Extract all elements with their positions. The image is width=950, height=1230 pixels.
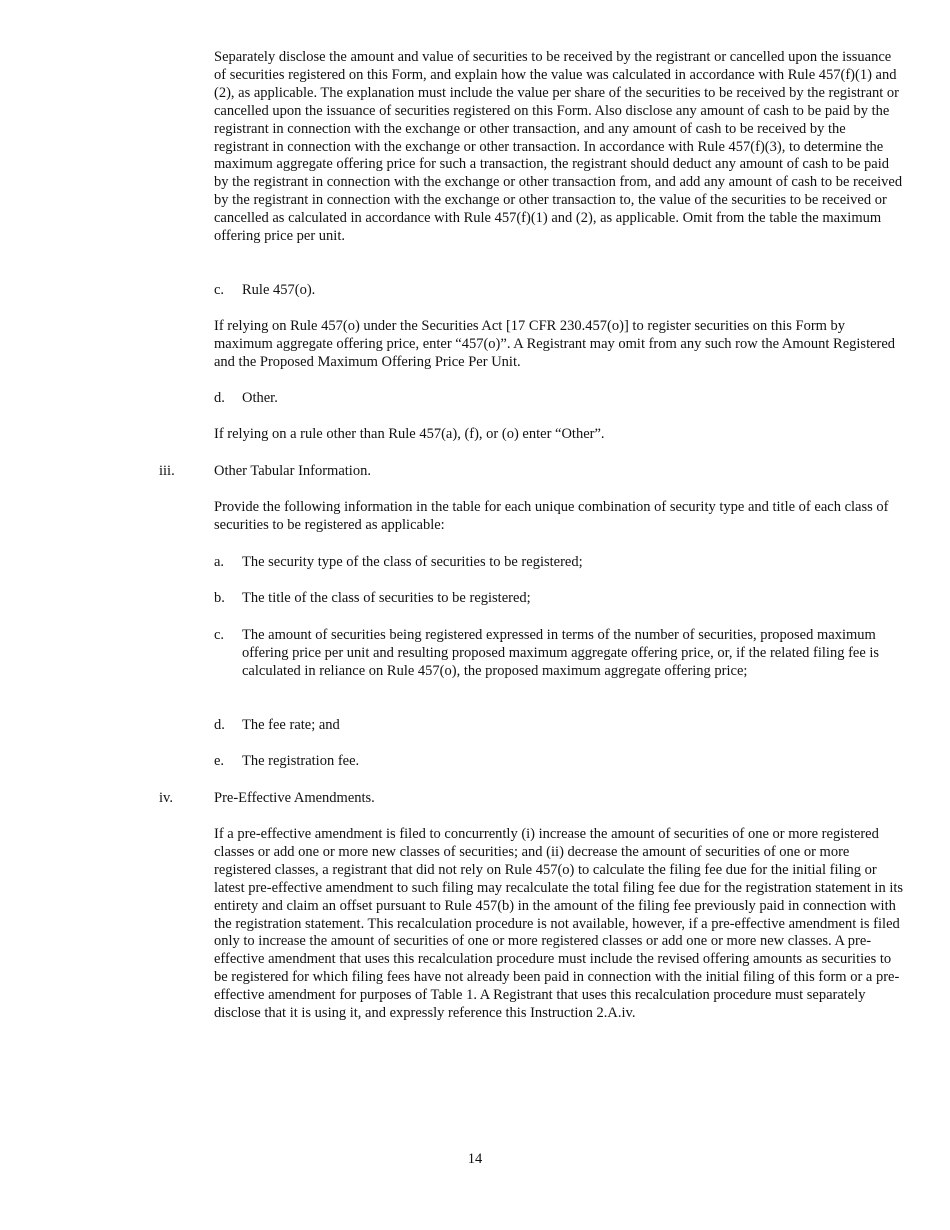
section-iii-intro: Provide the following information in the table for each unique combination of security type and title of each class of securities to be registered as applicable: [214, 499, 889, 533]
section-iv-heading: Pre-Effective Amendments. [214, 790, 375, 806]
other-rule-item [214, 390, 904, 408]
other-rule-title: Other. [242, 390, 278, 406]
rule-457o-item [214, 282, 904, 300]
section-iv-numeral: iv. [159, 790, 173, 806]
list-item [214, 753, 904, 771]
list-item-label: c. [214, 627, 225, 643]
list-item [214, 627, 904, 681]
other-rule-body: If relying on a rule other than Rule 457(a), (f), or (o) enter “Other”. [214, 426, 605, 442]
section-iv-body: If a pre-effective amendment is filed to concurrently (i) increase the amount of securities of one or more registered classes or add one or more new classes of securities; and (ii) decrease the amount of securities of one or more registered classes, a registrant that did not rely on Rule 457(o) to calculate the filing fee due for the initial filing or latest pre-effective amendment to such filing may recalculate the total filing fee due for the registration statement in its entirety and claim an offset pursuant to Rule 457(b) in the amount of the filing fee previously paid in connection with the registration statement. This recalculation procedure is not available, however, if a pre-effective amendment is filed only to increase the amount of securities of one or more registered classes or add one or more new classes. A pre-effective amendment that uses this recalculation procedure must include the revised offering amounts as securities to be registered for which filing fees have not already been paid in connection with the initial filing of this form or a pre-effective amendment for purposes of Table 1. A Registrant that uses this recalculation procedure must separately disclose that it is using it, and expressly reference this Instruction 2.A.iv. [214, 826, 904, 1022]
list-item-text: The title of the class of securities to be registered; [242, 590, 531, 606]
list-item-label: b. [214, 590, 225, 606]
rule-457o-label: c. [214, 282, 225, 298]
list-item-text: The registration fee. [242, 753, 360, 769]
list-item [214, 717, 904, 735]
rule-457o-title: Rule 457(o). [242, 282, 316, 298]
list-item-label: e. [214, 753, 225, 769]
intro-paragraph: Separately disclose the amount and value of securities to be received by the registrant or cancelled upon the issuance of securities registered on this Form, and explain how the value was calculated in accordance with Rule 457(f)(1) and (2), as applicable. The explanation must include the value per share of the securities to be received by the registrant or cancelled upon the issuance of securities registered on this Form. Also disclose any amount of cash to be paid by the registrant in connection with the exchange or other transaction, and any amount of cash to be received by the registrant in connection with the exchange or other transaction. In accordance with Rule 457(f)(3), to determine the maximum aggregate offering price for such a transaction, the registrant should deduct any amount of cash to be paid by the registrant in connection with the exchange or other transaction from, and add any amount of cash to be received by the registrant in connection with the exchange or other transaction to, the value of the securities to be received or cancelled as calculated in accordance with Rule 457(f)(1) and (2), as applicable. Omit from the table the maximum offering price per unit. [214, 49, 903, 245]
list-item-text: The security type of the class of securities to be registered; [242, 554, 583, 570]
other-rule-label: d. [214, 390, 225, 406]
section-iii-heading: Other Tabular Information. [214, 463, 371, 479]
page-number: 14 [467, 1151, 483, 1167]
list-item-label: d. [214, 717, 225, 733]
list-item-text: The fee rate; and [242, 717, 340, 733]
list-item [214, 554, 904, 572]
list-item-text: The amount of securities being registered expressed in terms of the number of securities, proposed maximum offering price per unit and resulting proposed maximum aggregate offering price, or, if the related filing fee is calculated in reliance on Rule 457(o), the proposed maximum aggregate offering price; [242, 627, 880, 679]
list-item-label: a. [214, 554, 225, 570]
section-iii-numeral: iii. [159, 463, 175, 479]
list-item [214, 590, 904, 608]
rule-457o-body: If relying on Rule 457(o) under the Securities Act [17 CFR 230.457(o)] to register securities on this Form by maximum aggregate offering price, enter “457(o)”. A Registrant may omit from any such row the Amount Registered and the Proposed Maximum Offering Price Per Unit. [214, 318, 896, 370]
